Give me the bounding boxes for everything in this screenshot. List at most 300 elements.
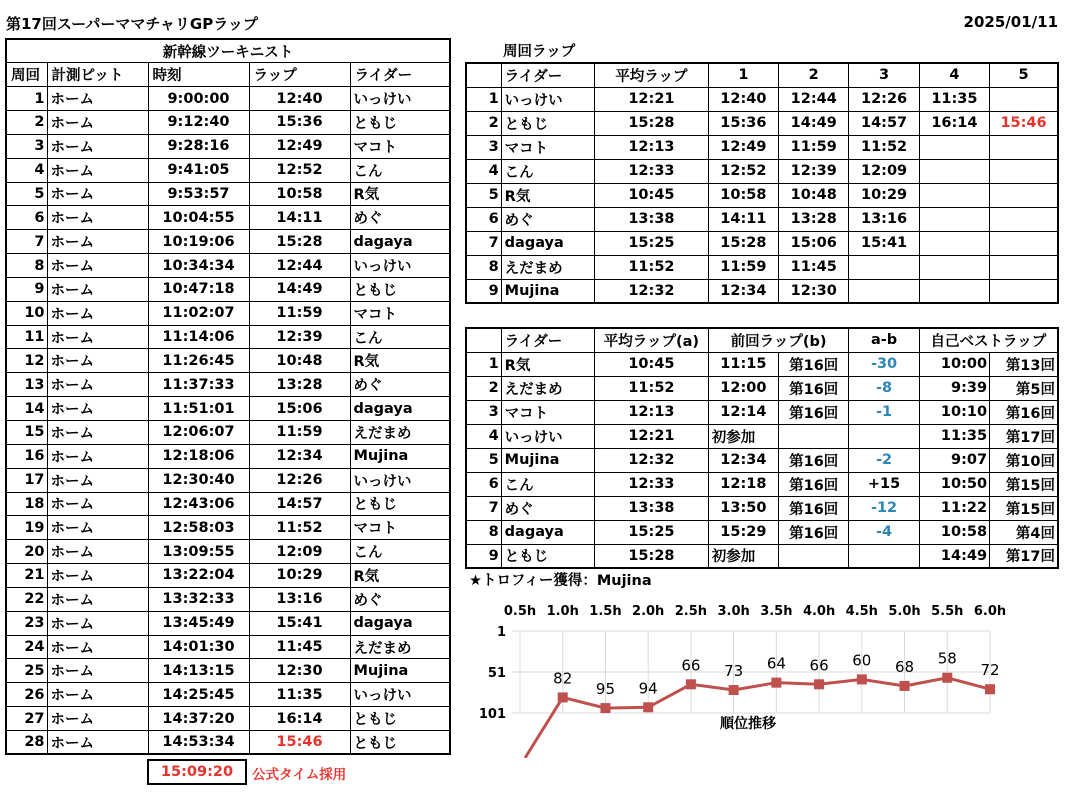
table-cell: 2 [466,111,501,135]
table-cell: -12 [849,496,919,520]
table-cell: 9:07 [919,448,989,472]
table-cell: 11:52 [595,255,709,279]
table-cell: めぐ [350,373,450,397]
compare-col-header: 自己ベストラップ [919,328,1058,352]
table-cell: +15 [849,472,919,496]
table-cell: 11:14:06 [148,325,249,349]
table-cell [919,255,989,279]
table-cell: いっけい [350,87,450,111]
table-cell: 23 [6,611,47,635]
table-cell: 4 [466,159,501,183]
table-cell: 14:25:45 [148,683,249,707]
table-cell: 14:57 [249,492,350,516]
table-cell: 3 [6,134,47,158]
table-cell: ともじ [350,730,450,754]
table-cell: 9:53:57 [148,182,249,206]
table-cell: ホーム [47,230,148,254]
table-cell: 12:52 [249,158,350,182]
table-cell: 14:13:15 [148,659,249,683]
chart-point [900,681,910,691]
table-cell: いっけい [501,87,594,111]
table-cell [849,544,919,568]
table-row [6,397,450,421]
table-cell: 10:50 [919,472,989,496]
table-cell [849,279,919,303]
table-cell: 10:45 [595,183,709,207]
chart-x-tick: 0.5h [503,604,537,619]
table-cell: 9 [6,277,47,301]
lap-col-header: 5 [990,63,1058,87]
table-row [6,206,450,230]
table-cell [919,207,989,231]
chart-point [942,673,952,683]
table-cell: 9:28:16 [148,134,249,158]
table-cell: 14:49 [249,277,350,301]
table-cell: 13:50 [708,496,778,520]
table-cell [990,87,1058,111]
table-cell: 11:59 [708,255,778,279]
table-cell: 10:48 [779,183,849,207]
table-row [6,587,450,611]
chart-point [771,678,781,688]
table-row [6,564,450,588]
table-cell: 16:14 [919,111,989,135]
table-cell: 9 [466,544,501,568]
table-cell: 11:15 [708,352,778,376]
table-cell: 7 [466,231,501,255]
table-cell: 7 [466,496,501,520]
table-cell: ホーム [47,492,148,516]
table-cell: 28 [6,730,47,754]
table-cell: R気 [501,183,594,207]
table-cell: 14:57 [849,111,919,135]
table-cell: 18 [6,492,47,516]
table-cell: 15:46 [249,730,350,754]
table-cell: ホーム [47,325,148,349]
table-cell: 7 [6,230,47,254]
table-cell: 12:06:07 [148,421,249,445]
table-cell: 10:58 [919,520,989,544]
chart-point [686,679,696,689]
table-cell: ともじ [350,277,450,301]
table-cell: 27 [6,707,47,731]
table-row [466,183,1058,207]
table-cell: 10:48 [249,349,350,373]
table-cell: 第10回 [990,448,1058,472]
lap-col-header: 4 [919,63,989,87]
table-cell: 第16回 [990,400,1058,424]
table-cell: 14:53:34 [148,730,249,754]
table-cell: ホーム [47,516,148,540]
table-cell: 14:01:30 [148,635,249,659]
table-cell: 11:59 [249,421,350,445]
table-cell: いっけい [350,468,450,492]
table-cell: 9:00:00 [148,87,249,111]
table-cell: 12:13 [595,400,709,424]
table-cell: 11:59 [779,135,849,159]
table-cell: 12:18:06 [148,444,249,468]
table-cell: 12:33 [595,472,709,496]
chart-x-tick: 3.5h [760,604,793,619]
table-cell: 11:52 [595,376,709,400]
official-time-note: 公式タイム採用 [252,767,347,783]
table-cell: 15:28 [595,544,709,568]
table-cell: 11:51:01 [148,397,249,421]
table-row [6,349,450,373]
table-cell: -30 [849,352,919,376]
table-row [6,492,450,516]
blank-cell [466,328,501,352]
table-cell: dagaya [350,230,450,254]
table-cell: 14 [6,397,47,421]
table-row [6,683,450,707]
table-cell: 20 [6,540,47,564]
table-cell: 15:36 [708,111,778,135]
table-cell: 1 [466,352,501,376]
table-cell: R気 [350,182,450,206]
table-row [466,376,1058,400]
chart-data-label: 66 [681,656,701,675]
chart-y-tick: 101 [478,707,506,722]
table-row [466,207,1058,231]
table-cell: めぐ [350,587,450,611]
table-cell: ホーム [47,301,148,325]
table-row [466,520,1058,544]
table-cell: 10 [6,301,47,325]
table-cell [919,135,989,159]
table-cell: 11:35 [249,683,350,707]
chart-x-tick: 5.5h [931,604,964,619]
table-cell [849,255,919,279]
table-cell: 13:28 [249,373,350,397]
table-cell: 11:35 [919,87,989,111]
main-col-header: 周回 [6,63,47,87]
table-cell: 10:45 [595,352,709,376]
chart-data-label: 72 [980,661,1000,680]
table-row [466,400,1058,424]
table-row [466,255,1058,279]
table-cell: ホーム [47,468,148,492]
table-cell: 19 [6,516,47,540]
chart-data-label: 95 [595,680,616,699]
table-cell: dagaya [501,520,594,544]
main-col-header: 時刻 [148,63,249,87]
table-cell: 14:49 [779,111,849,135]
chart-x-tick: 4.5h [845,604,878,619]
table-cell: 13:22:04 [148,564,249,588]
table-cell: 8 [6,254,47,278]
table-cell: 15 [6,421,47,445]
table-cell: 第17回 [990,424,1058,448]
table-cell [919,231,989,255]
table-cell: 11:45 [249,635,350,659]
table-cell: 12:34 [249,444,350,468]
table-cell: 15:41 [849,231,919,255]
table-cell [990,231,1058,255]
compare-col-header: a-b [849,328,919,352]
table-cell [990,207,1058,231]
main-col-header: ラップ [249,63,350,87]
table-cell: -2 [849,448,919,472]
chart-x-tick: 2.5h [674,604,708,619]
table-cell [919,183,989,207]
table-cell: Mujina [501,448,594,472]
table-cell: 12:21 [595,87,709,111]
table-cell: こん [501,472,594,496]
table-cell: 10:47:18 [148,277,249,301]
chart-data-label: 73 [724,662,744,681]
table-row [6,635,450,659]
table-cell: いっけい [350,683,450,707]
table-cell [990,159,1058,183]
table-row [6,111,450,135]
table-cell: 12:32 [595,279,709,303]
table-cell: 13:38 [595,496,709,520]
chart-title: 順位推移 [720,716,776,732]
table-cell [990,279,1058,303]
table-cell: ホーム [47,373,148,397]
table-cell: R気 [350,349,450,373]
table-row [6,158,450,182]
table-cell: ともじ [501,544,594,568]
table-cell: 11:02:07 [148,301,249,325]
table-cell: 11:45 [779,255,849,279]
table-row [466,111,1058,135]
table-cell: ホーム [47,111,148,135]
table-cell: こん [501,159,594,183]
table-cell: 1 [466,87,501,111]
table-row [6,373,450,397]
table-cell: 22 [6,587,47,611]
main-col-header: 計測ピット [47,63,148,87]
table-cell: 初参加 [708,424,778,448]
table-cell: マコト [501,400,594,424]
table-cell: ホーム [47,421,148,445]
chart-x-tick: 5.0h [888,604,921,619]
table-cell: 13:38 [595,207,709,231]
table-cell: 12:44 [249,254,350,278]
table-cell: ホーム [47,206,148,230]
lap-col-header: 2 [779,63,849,87]
table-cell: 第16回 [779,448,849,472]
table-cell: 12:30 [779,279,849,303]
table-cell: 第17回 [990,544,1058,568]
table-row [466,231,1058,255]
table-cell: 11:22 [919,496,989,520]
chart-point [558,692,568,702]
table-cell: 12:09 [849,159,919,183]
table-row [466,472,1058,496]
team-name: 新幹線ツーキニスト [6,39,450,63]
table-cell: -4 [849,520,919,544]
table-cell: こん [350,325,450,349]
table-cell: 12:58:03 [148,516,249,540]
table-cell: 15:28 [708,231,778,255]
table-cell: えだまめ [350,635,450,659]
table-cell: 2 [6,111,47,135]
chart-data-label: 60 [852,651,872,670]
table-cell: 4 [6,158,47,182]
table-cell: 12:32 [595,448,709,472]
table-cell: 13:16 [249,587,350,611]
table-cell: 12:52 [708,159,778,183]
table-cell: 17 [6,468,47,492]
table-cell: 9:39 [919,376,989,400]
table-cell: 12:30 [249,659,350,683]
table-row [466,352,1058,376]
table-cell: 第4回 [990,520,1058,544]
table-cell: 12:40 [708,87,778,111]
table-cell: 14:49 [919,544,989,568]
table-cell: ともじ [350,707,450,731]
table-cell: 9 [466,279,501,303]
table-cell: 12:13 [595,135,709,159]
chart-point [643,702,653,712]
table-cell: 第16回 [779,352,849,376]
table-cell: 10:58 [249,182,350,206]
table-cell: 16:14 [249,707,350,731]
table-cell: 12:30:40 [148,468,249,492]
table-cell [990,135,1058,159]
table-row [6,421,450,445]
chart-point [729,685,739,695]
main-col-header: ライダー [350,63,450,87]
table-cell: 12:33 [595,159,709,183]
table-row [466,279,1058,303]
table-cell: 4 [466,424,501,448]
chart-data-label: 94 [638,679,658,698]
table-cell: 11:35 [919,424,989,448]
table-cell: 15:06 [249,397,350,421]
table-cell: 第15回 [990,472,1058,496]
table-cell: -1 [849,400,919,424]
table-row [6,468,450,492]
table-cell: 第16回 [779,520,849,544]
table-cell [779,544,849,568]
table-row [6,540,450,564]
table-cell: ホーム [47,277,148,301]
table-row [6,730,450,754]
table-cell: ホーム [47,397,148,421]
table-cell: ホーム [47,254,148,278]
rank-chart [470,598,1010,758]
table-cell: ホーム [47,707,148,731]
table-row [466,135,1058,159]
table-cell: ホーム [47,564,148,588]
table-cell: 12 [6,349,47,373]
table-cell: dagaya [350,611,450,635]
table-cell: 12:40 [249,87,350,111]
table-row [6,516,450,540]
table-cell: 12:18 [708,472,778,496]
table-row [6,230,450,254]
table-cell [990,183,1058,207]
table-cell: 13:16 [849,207,919,231]
table-cell: 11:59 [249,301,350,325]
table-cell: 3 [466,135,501,159]
table-cell: 21 [6,564,47,588]
table-cell: 10:29 [849,183,919,207]
table-cell: 24 [6,635,47,659]
table-cell: 6 [466,472,501,496]
table-cell: ホーム [47,182,148,206]
table-cell: 第16回 [779,496,849,520]
table-cell: 14:11 [708,207,778,231]
table-cell: 13 [6,373,47,397]
rider-compare-table [465,327,1059,569]
chart-x-tick: 1.0h [546,604,579,619]
table-row [6,301,450,325]
table-cell: 12:43:06 [148,492,249,516]
table-row [6,659,450,683]
table-cell: 25 [6,659,47,683]
table-cell: 2 [466,376,501,400]
final-time: 15:09:20 [147,759,247,785]
table-cell: 12:26 [249,468,350,492]
table-cell: 12:39 [779,159,849,183]
table-cell: 13:32:33 [148,587,249,611]
table-row [6,707,450,731]
table-cell: 11 [6,325,47,349]
table-cell: 16 [6,444,47,468]
table-cell: 12:49 [249,134,350,158]
blank-cell [466,63,501,87]
table-cell: 10:58 [708,183,778,207]
table-row [6,325,450,349]
table-cell: 5 [466,183,501,207]
table-cell: こん [350,158,450,182]
table-cell: 15:46 [990,111,1058,135]
table-cell: 第13回 [990,352,1058,376]
table-cell: ホーム [47,730,148,754]
table-cell: 初参加 [708,544,778,568]
chart-x-tick: 4.0h [802,604,836,619]
table-cell: 5 [6,182,47,206]
table-row [6,87,450,111]
table-cell: 第16回 [779,400,849,424]
table-cell [779,424,849,448]
table-cell: ホーム [47,349,148,373]
table-cell: 15:25 [595,520,709,544]
table-cell: 10:29 [249,564,350,588]
table-cell: ホーム [47,134,148,158]
table-cell: 15:06 [779,231,849,255]
table-cell [990,255,1058,279]
table-cell: 13:09:55 [148,540,249,564]
table-cell: Mujina [350,659,450,683]
table-cell: 10:34:34 [148,254,249,278]
table-cell: 12:00 [708,376,778,400]
table-cell: マコト [501,135,594,159]
table-row [6,134,450,158]
chart-y-tick: 1 [496,625,506,640]
table-cell: dagaya [350,397,450,421]
chart-x-tick: 6.0h [973,604,1007,619]
table-cell: 10:04:55 [148,206,249,230]
table-cell: マコト [350,516,450,540]
compare-col-header: 前回ラップ(b) [708,328,849,352]
table-cell: 第15回 [990,496,1058,520]
table-cell: ともじ [501,111,594,135]
lap-col-header: 1 [708,63,778,87]
table-cell: ホーム [47,158,148,182]
chart-point [985,684,995,694]
table-cell: えだまめ [501,255,594,279]
table-cell: dagaya [501,231,594,255]
table-cell: 12:26 [849,87,919,111]
table-cell: いっけい [350,254,450,278]
table-cell: 10:10 [919,400,989,424]
